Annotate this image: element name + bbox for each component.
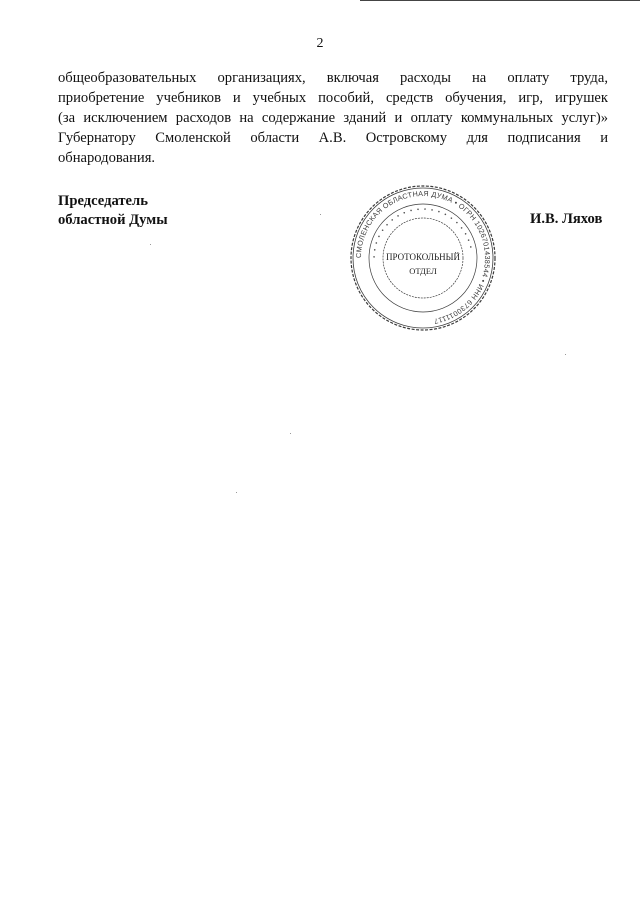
- signer-title-line: Председатель: [58, 193, 148, 209]
- signer-name: И.В. Ляхов: [530, 211, 603, 227]
- seal-center-line1: ПРОТОКОЛЬНЫЙ: [386, 252, 460, 262]
- paragraph-line: Губернатору Смоленской области А.В. Островскому для подписания и: [58, 130, 608, 146]
- seal-outer-text: СМОЛЕНСКАЯ ОБЛАСТНАЯ ДУМА • ОГРН 1026701438544 • ИНН 6730011117: [353, 188, 493, 327]
- seal-center-line2: ОТДЕЛ: [409, 266, 437, 276]
- paragraph-line: обнародования.: [58, 150, 156, 166]
- seal-graphic: [348, 183, 498, 333]
- scan-speck: [290, 433, 291, 434]
- document-paragraph: [58, 68, 608, 168]
- official-seal-stamp: [348, 183, 498, 333]
- signer-title-line: областной Думы: [58, 212, 168, 228]
- signer-title: [58, 192, 168, 230]
- paragraph-line: (за исключением расходов на содержание зданий и оплату коммунальных услуг)»: [58, 110, 608, 126]
- scan-speck: [320, 214, 321, 215]
- scan-speck: [565, 354, 566, 355]
- paragraph-line: приобретение учебников и учебных пособий, средств обучения, игр, игрушек: [58, 90, 608, 106]
- paragraph-line: общеобразовательных организациях, включая расходы на оплату труда,: [58, 70, 608, 86]
- svg-text:• • • • • • • • • • • • • • •: • • • • • • • • • • • • • • • • • • • • •: [371, 206, 474, 259]
- scan-edge-line: [360, 0, 640, 1]
- page-number: 2: [316, 36, 324, 51]
- scan-speck: [150, 244, 151, 245]
- scan-speck: [236, 492, 237, 493]
